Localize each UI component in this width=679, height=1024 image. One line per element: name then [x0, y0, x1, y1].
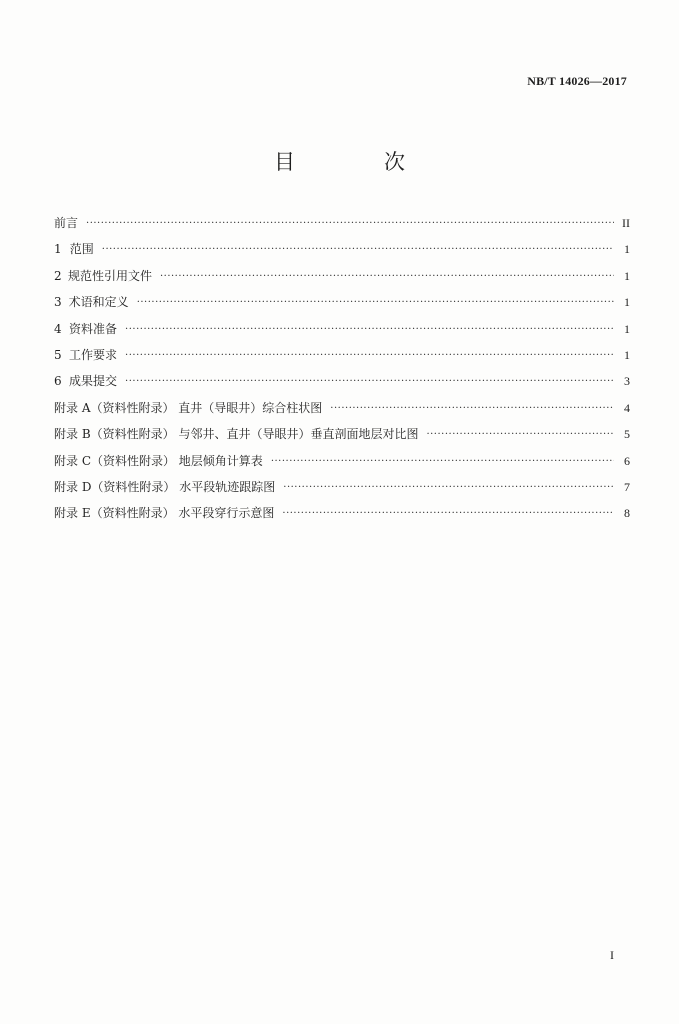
- toc-entry-page: 1: [624, 321, 630, 336]
- toc-entry-label: 前言: [54, 216, 79, 230]
- toc-entry-page: 4: [624, 400, 630, 415]
- toc-entry-number: 1: [54, 242, 62, 257]
- toc-entry-number: 4: [54, 321, 62, 336]
- toc-leader: [137, 297, 614, 308]
- toc-entry-label: 附录 C（资料性附录） 地层倾角计算表: [54, 453, 263, 468]
- toc-entry-foreword[interactable]: [54, 214, 630, 240]
- toc-entry-appendix-c[interactable]: [54, 452, 630, 478]
- toc-entry-label: 术语和定义: [68, 295, 129, 310]
- toc-entry-label: 附录 A（资料性附录） 直井（导眼井）综合柱状图: [54, 400, 323, 415]
- toc-entry-appendix-e[interactable]: [54, 504, 630, 530]
- toc-entry-5[interactable]: [54, 346, 630, 372]
- toc-leader: [426, 429, 614, 440]
- toc-leader: [282, 508, 614, 519]
- toc-leader: [330, 403, 614, 414]
- toc-leader: [102, 244, 614, 255]
- toc-entry-page: 8: [624, 506, 630, 521]
- toc-entry-3[interactable]: [54, 293, 630, 319]
- toc-entry-page: 1: [624, 268, 630, 283]
- toc-leader: [283, 482, 614, 493]
- document-code: NB/T 14026—2017: [527, 74, 627, 88]
- toc-entry-label: 附录 B（资料性附录） 与邻井、直井（导眼井）垂直剖面地层对比图: [54, 427, 419, 442]
- toc-entry-2[interactable]: [54, 267, 630, 293]
- toc-entry-number: 2: [54, 268, 62, 283]
- toc-entry-label: 附录 D（资料性附录） 水平段轨迹跟踪图: [54, 479, 276, 494]
- toc-entry-label: 规范性引用文件: [67, 268, 152, 283]
- toc-entry-number: 3: [54, 295, 62, 310]
- toc-entry-label: 资料准备: [69, 321, 118, 336]
- toc-entry-label: 附录 E（资料性附录） 水平段穿行示意图: [54, 506, 275, 521]
- toc-entry-page: 3: [624, 374, 630, 389]
- toc-title: 目 次: [274, 150, 439, 174]
- toc-entry-appendix-d[interactable]: [54, 478, 630, 504]
- toc-leader: [271, 456, 614, 467]
- page-number: I: [610, 948, 614, 962]
- toc-entry-page: II: [622, 216, 630, 230]
- toc-entry-appendix-a[interactable]: [54, 399, 630, 425]
- toc-leader: [160, 271, 614, 282]
- toc-entry-label: 成果提交: [69, 374, 118, 389]
- toc-entry-page: 1: [624, 295, 630, 310]
- toc-entry-1[interactable]: [54, 240, 630, 266]
- toc-leader: [125, 324, 614, 335]
- toc-entry-label: 工作要求: [69, 347, 118, 362]
- toc-entry-page: 6: [624, 453, 630, 468]
- toc-entry-number: 5: [54, 347, 62, 362]
- toc-entry-page: 1: [624, 347, 630, 362]
- toc-entry-page: 1: [624, 242, 630, 257]
- toc-leader: [125, 376, 614, 387]
- toc-entry-page: 5: [624, 427, 630, 442]
- table-of-contents: [54, 214, 630, 531]
- toc-entry-appendix-b[interactable]: [54, 425, 630, 451]
- toc-entry-6[interactable]: [54, 372, 630, 398]
- toc-entry-4[interactable]: [54, 320, 630, 346]
- toc-entry-number: 6: [54, 374, 62, 389]
- toc-entry-label: 范围: [69, 242, 94, 257]
- toc-entry-page: 7: [624, 479, 630, 494]
- toc-leader: [86, 218, 614, 229]
- toc-leader: [125, 350, 614, 361]
